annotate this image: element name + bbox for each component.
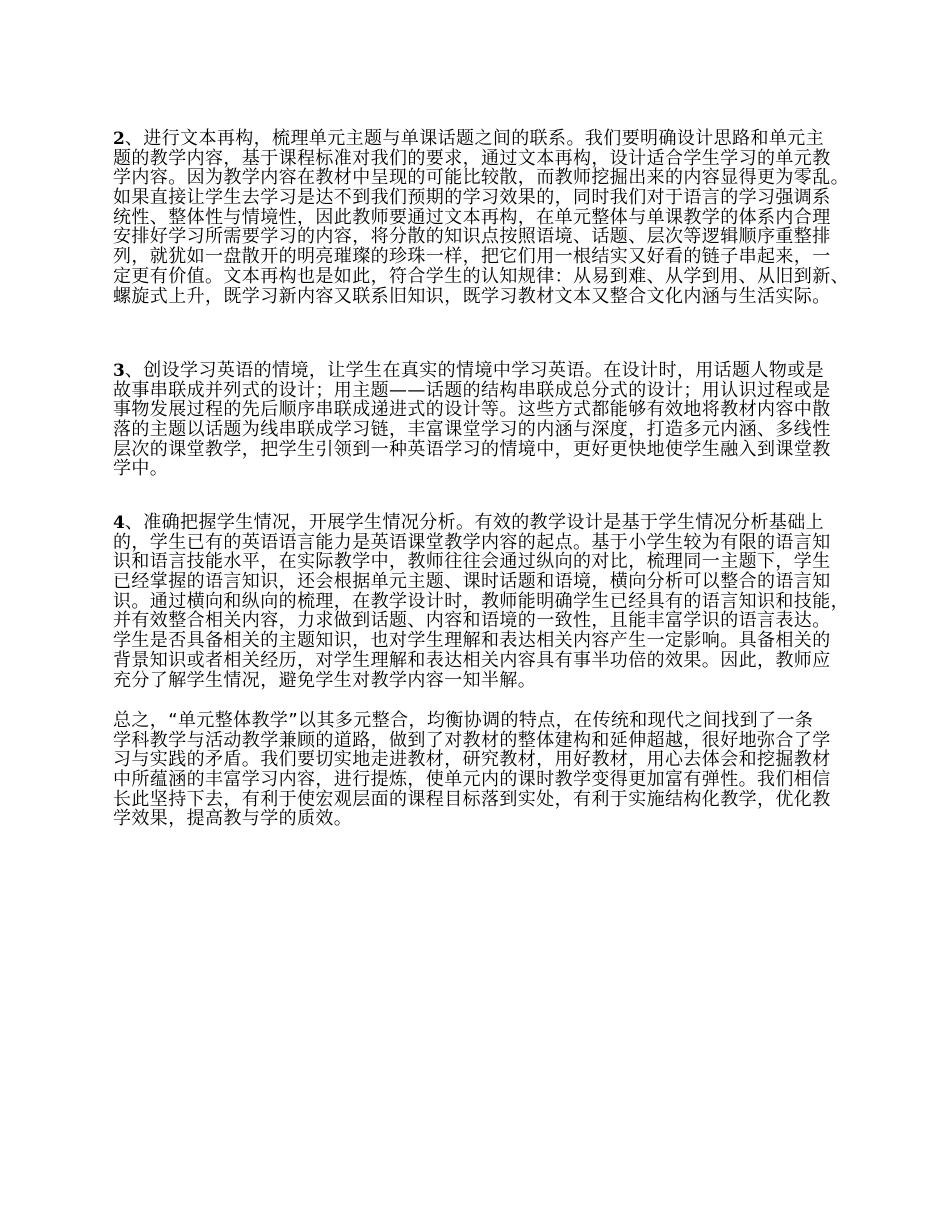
text-line: 中所蕴涵的丰富学习内容，进行提炼，使单元内的课时教学变得更加富有弹性。我们相信	[113, 769, 831, 791]
text-line: 故事串联成并列式的设计；用主题——话题的结构串联成总分式的设计；用认识过程或是	[113, 379, 831, 401]
text-line: 充分了解学生情况，避免学生对教学内容一知半解。	[113, 669, 537, 691]
text-line: 识和语言技能水平，在实际教学中，教师往往会通过纵向的对比，梳理同一主题下，学生	[113, 551, 831, 573]
line-text: 、进行文本再构，梳理单元主题与单课话题之间的联系。我们要明确设计思路和单元主	[124, 128, 825, 149]
line-text: 、准确把握学生情况，开展学生情况分析。有效的教学设计是基于学生情况分析基础上	[124, 512, 825, 533]
text-line: 学内容。因为教学内容在教材中呈现的可能比较散，而教师挖掘出来的内容显得更为零乱。	[113, 167, 849, 189]
text-line: 落的主题以话题为线串联成学习链，丰富课堂学习的内涵与深度，打造多元内涵、多线性	[113, 419, 831, 441]
text-line: 统性、整体性与情境性，因此教师要通过文本再构，在单元整体与单课教学的体系内合理	[113, 206, 831, 228]
text-line: 安排好学习所需要学习的内容，将分散的知识点按照语境、话题、层次等逻辑顺序重整排	[113, 226, 831, 248]
text-line: 学中。	[113, 458, 169, 480]
point-number: 2	[113, 129, 125, 149]
text-line: 学效果，提高教与学的质效。	[113, 808, 353, 830]
text-line: 已经掌握的语言知识，还会根据单元主题、课时话题和语境，横向分析可以整合的语言知	[113, 571, 831, 593]
text-line: 习与实践的矛盾。我们要切实地走进教材，研究教材，用好教材，用心去体会和挖掘教材	[113, 749, 831, 771]
text-line: 如果直接让学生去学习是达不到我们预期的学习效果的，同时我们对于语言的学习强调系	[113, 187, 831, 209]
text-line: 列，就犹如一盘散开的明亮璀璨的珍珠一样，把它们用一根结实又好看的链子串起来，一	[113, 246, 831, 268]
text-line: 总之，“单元整体教学”以其多元整合，均衡协调的特点，在传统和现代之间找到了一条	[113, 710, 814, 731]
text-line	[113, 513, 873, 533]
text-line: 层次的课堂教学，把学生引领到一种英语学习的情境中，更好更快地使学生融入到课堂教	[113, 438, 831, 460]
text-line: 学生是否具备相关的主题知识，也对学生理解和表达相关内容产生一定影响。具备相关的	[113, 630, 831, 652]
paragraph-point-2	[113, 129, 873, 306]
text-line: 长此坚持下去，有利于使宏观层面的课程目标落到实处，有利于实施结构化教学，优化教	[113, 788, 831, 810]
text-line	[113, 129, 873, 149]
text-line: 定更有价值。文本再构也是如此，符合学生的认知规律：从易到难、从学到用、从旧到新、	[113, 265, 849, 287]
text-line: 事物发展过程的先后顺序串联成递进式的设计等。这些方式都能够有效地将教材内容中散	[113, 399, 831, 421]
text-line: 的，学生已有的英语语言能力是英语课堂教学内容的起点。基于小学生较为有限的语言知	[113, 531, 831, 553]
paragraph-conclusion	[113, 711, 873, 829]
paragraph-point-4	[113, 513, 873, 690]
text-line	[113, 361, 873, 381]
point-number: 4	[113, 513, 125, 533]
text-line: 背景知识或者相关经历，对学生理解和表达相关内容具有事半功倍的效果。因此，教师应	[113, 649, 831, 671]
text-line: 题的教学内容，基于课程标准对我们的要求，通过文本再构，设计适合学生学习的单元教	[113, 147, 831, 169]
line-text: 、创设学习英语的情境，让学生在真实的情境中学习英语。在设计时，用话题人物或是	[124, 360, 825, 381]
text-line: 识。通过横向和纵向的梳理，在教学设计时，教师能明确学生已经具有的语言知识和技能，	[113, 590, 849, 612]
paragraph-point-3	[113, 361, 873, 479]
text-line: 并有效整合相关内容，力求做到话题、内容和语境的一致性，且能丰富学识的语言表达。	[113, 610, 831, 632]
point-number: 3	[113, 361, 125, 381]
text-line: 学科教学与活动教学兼顾的道路，做到了对教材的整体建构和延伸超越，很好地弥合了学	[113, 729, 831, 751]
text-line: 螺旋式上升，既学习新内容又联系旧知识，既学习教材文本又整合文化内涵与生活实际。	[113, 285, 831, 307]
